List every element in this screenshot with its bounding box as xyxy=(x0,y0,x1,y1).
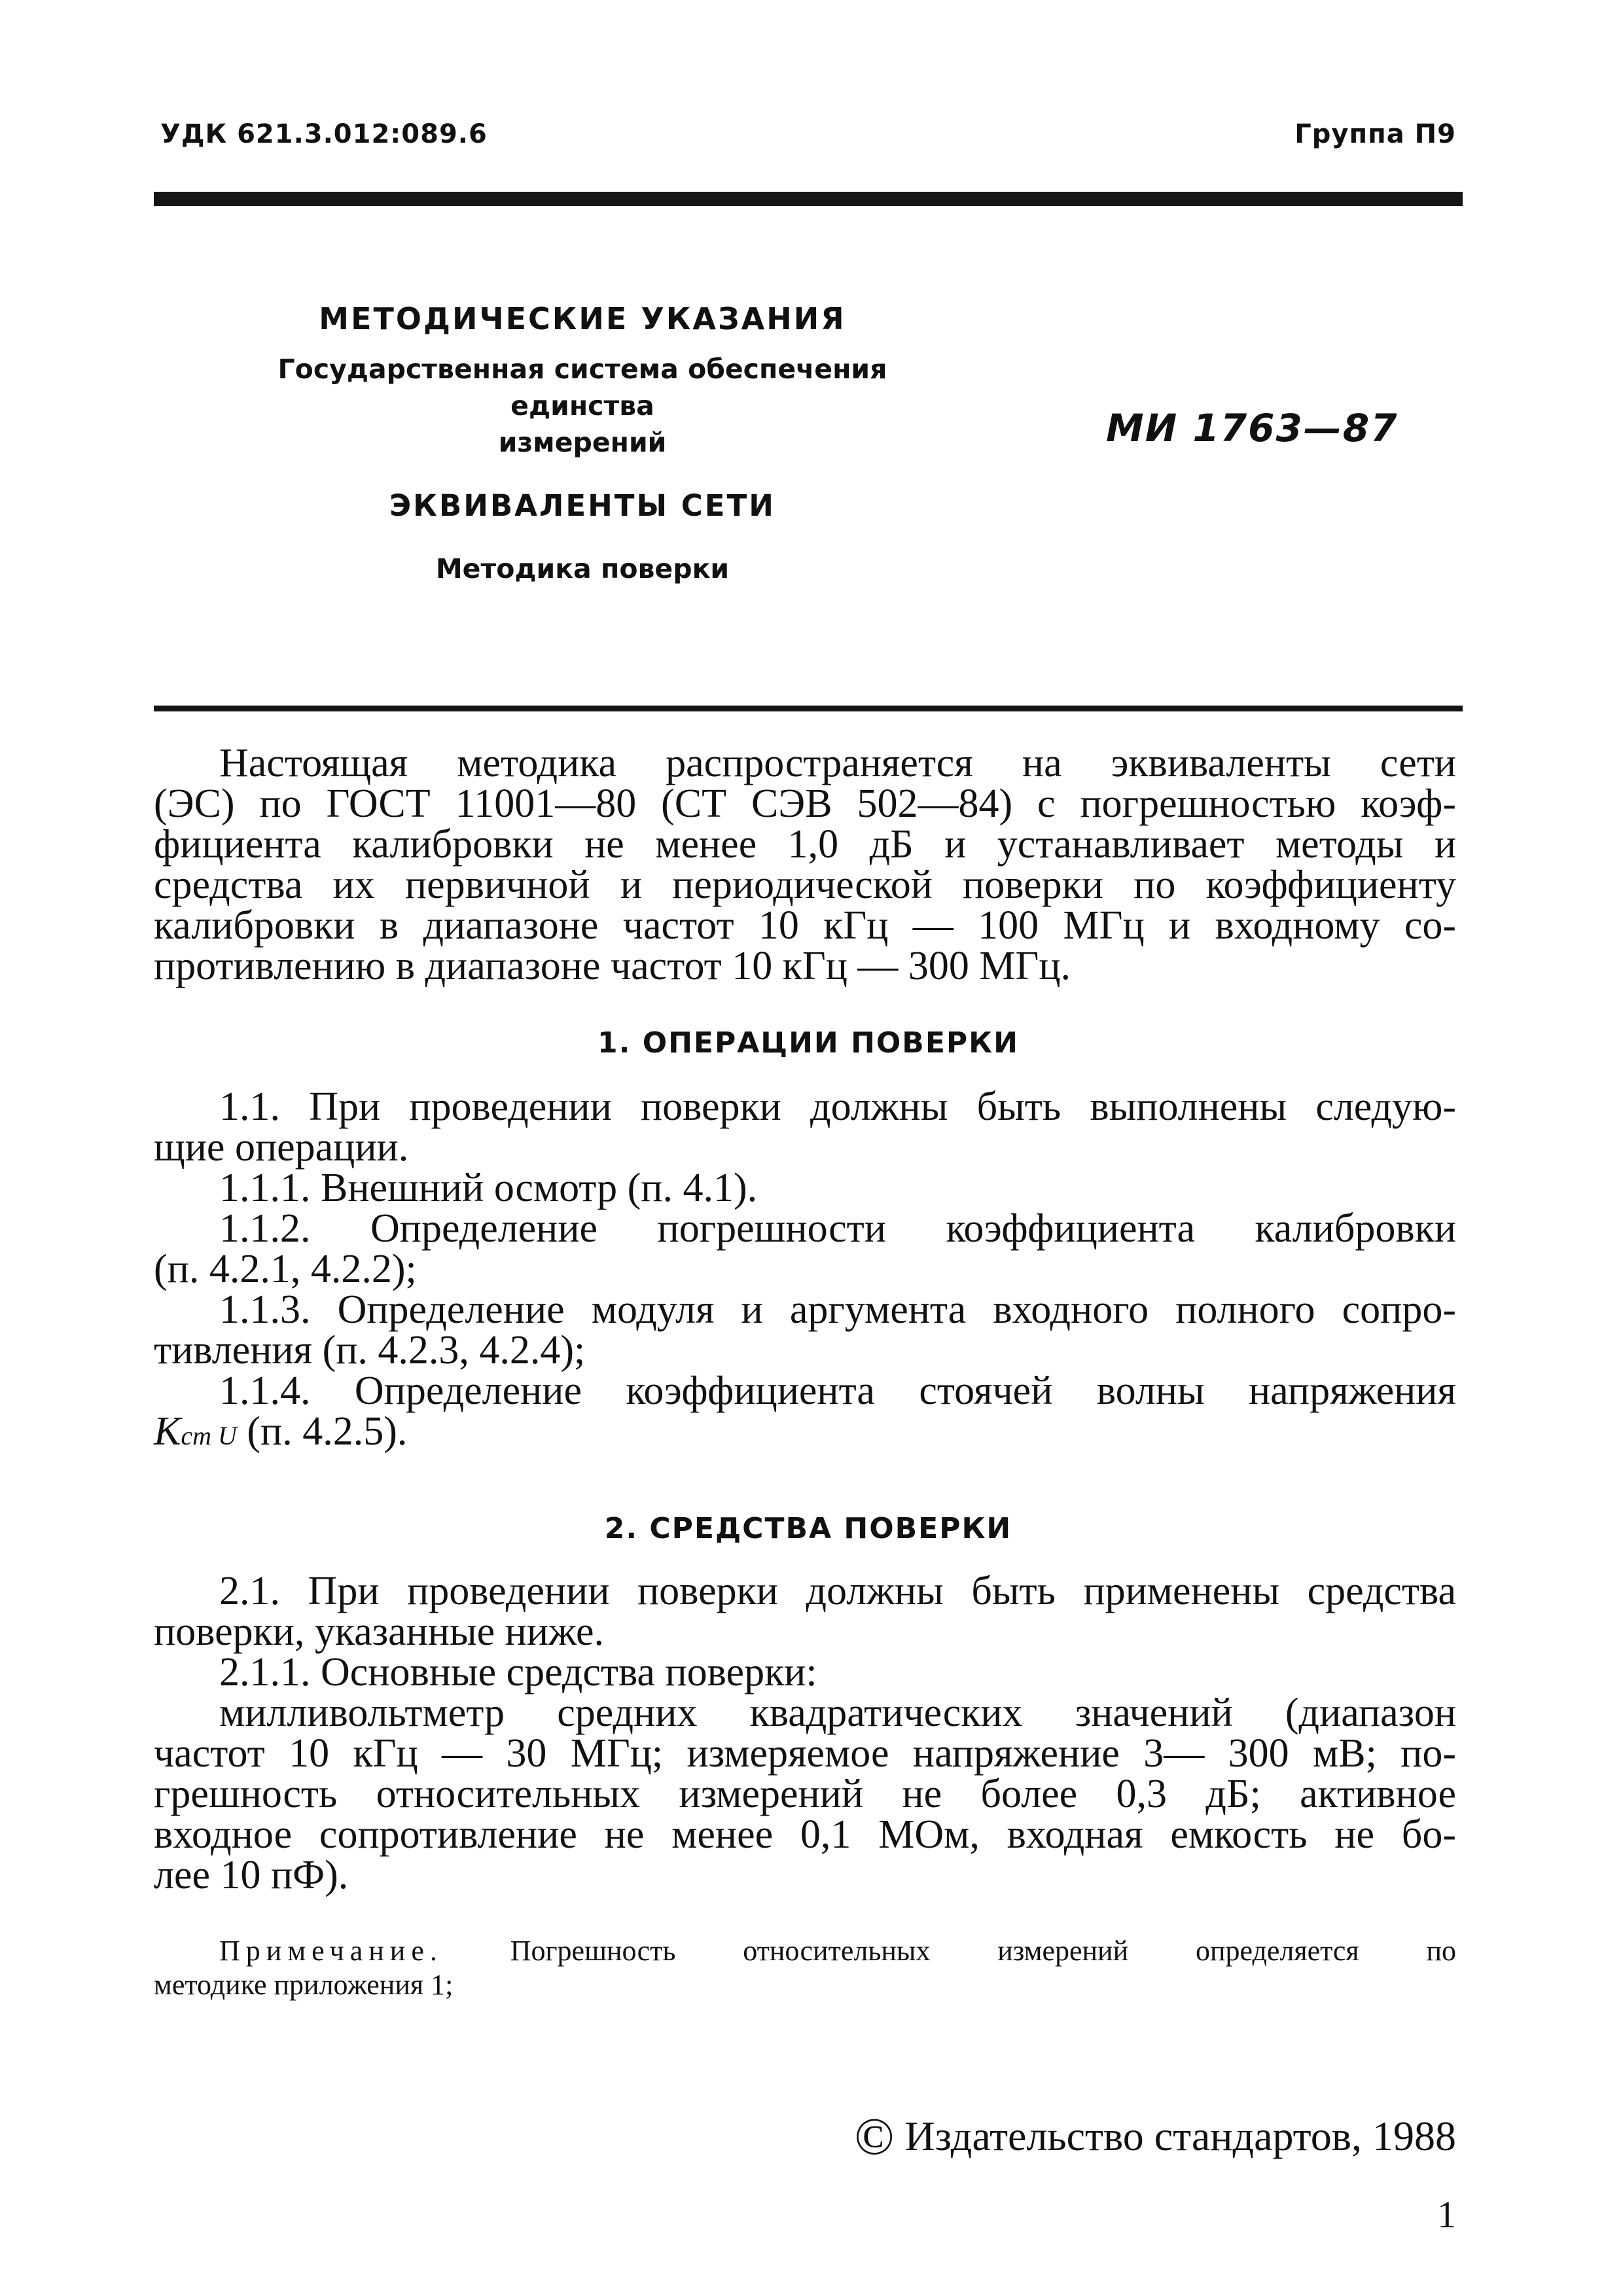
group-code: Группа П9 xyxy=(1294,119,1456,149)
note-label: Примечание. xyxy=(219,1935,443,1967)
system-name-line: измерений xyxy=(498,427,667,458)
intro-line: противлению в диапазоне частот 10 кГц — 300 МГц. xyxy=(154,944,1071,988)
equipment-line: частот 10 кГц — 30 МГц; измеряемое напряжение 3— 300 мВ; по- xyxy=(154,1731,1456,1776)
separator-rule xyxy=(154,706,1463,711)
clause-1-1-4-line: 1.1.4. Определение коэффициента стоячей волны напряжения xyxy=(219,1369,1456,1413)
kstu-subscript: ст U xyxy=(181,1421,237,1450)
equipment-line: милливольтметр средних квадратических значений (диапазон xyxy=(219,1691,1456,1735)
system-name-line: Государственная система обеспечения единства xyxy=(277,353,887,422)
section-2-body xyxy=(154,1571,1456,1895)
note-line: методике приложения 1; xyxy=(154,1969,454,2001)
intro-line: Настоящая методика распространяется на эквиваленты сети xyxy=(219,741,1456,785)
title-block xyxy=(216,301,949,584)
document-number: МИ 1763—87 xyxy=(1106,406,1399,450)
section-1-heading: 1. ОПЕРАЦИИ ПОВЕРКИ xyxy=(597,1026,1019,1060)
equipment-line: лее 10 пФ). xyxy=(154,1853,349,1897)
clause-1-1-3-line: 1.1.3. Определение модуля и аргумента входного полного сопро- xyxy=(219,1287,1456,1332)
clause-1-1-2-line: 1.1.2. Определение погрешности коэффициента калибровки xyxy=(219,1206,1456,1251)
publisher-line xyxy=(855,2108,1456,2167)
clause-2-1-line: 2.1. При проведении поверки должны быть применены средства xyxy=(219,1569,1456,1613)
intro-line: (ЭС) по ГОСТ 11001—80 (СТ СЭВ 502—84) с погрешностью коэф- xyxy=(154,781,1456,826)
kstu-symbol: K xyxy=(154,1409,181,1454)
page-number: 1 xyxy=(1437,2193,1456,2236)
intro-line: фициента калибровки не менее 1,0 дБ и устанавливает методы и xyxy=(154,822,1456,867)
clause-2-1-1: 2.1.1. Основные средства поверки: xyxy=(219,1650,817,1695)
publisher-text: Издательство стандартов, 1988 xyxy=(904,2113,1456,2159)
section-1-body xyxy=(154,1086,1456,1456)
intro-paragraph xyxy=(154,743,1456,986)
clause-1-1-3-line: тивления (п. 4.2.3, 4.2.4); xyxy=(154,1328,586,1372)
note xyxy=(154,1934,1456,2002)
system-name xyxy=(216,351,949,461)
clause-1-1-4-ref: (п. 4.2.5). xyxy=(247,1409,408,1454)
document-subtitle: Методика поверки xyxy=(435,553,730,584)
top-rule xyxy=(154,192,1463,206)
clause-1-1-2-line: (п. 4.2.1, 4.2.2); xyxy=(154,1247,417,1291)
section-2-heading: 2. СРЕДСТВА ПОВЕРКИ xyxy=(604,1512,1012,1545)
clause-1-1-4-line xyxy=(154,1411,1456,1456)
copyright-icon: © xyxy=(854,2108,895,2166)
note-line xyxy=(154,1934,1456,1968)
document-kind: МЕТОДИЧЕСКИЕ УКАЗАНИЯ xyxy=(319,301,846,336)
note-text: Погрешность относительных измерений определяется по xyxy=(510,1935,1457,1967)
intro-line: средства их первичной и периодической поверки по коэффициенту xyxy=(154,863,1456,907)
clause-1-1-1: 1.1.1. Внешний осмотр (п. 4.1). xyxy=(219,1166,758,1210)
equipment-line: входное сопротивление не менее 0,1 МОм, входная емкость не бо- xyxy=(154,1812,1456,1857)
clause-2-1-line: поверки, указанные ниже. xyxy=(154,1609,605,1654)
intro-line: калибровки в диапазоне частот 10 кГц — 100 МГц и входному со- xyxy=(154,903,1456,948)
clause-1-1-line: 1.1. При проведении поверки должны быть выполнены следую- xyxy=(219,1085,1456,1129)
udk-code: УДК 621.3.012:089.6 xyxy=(160,119,488,149)
clause-1-1-line: щие операции. xyxy=(154,1125,409,1170)
document-subject: ЭКВИВАЛЕНТЫ СЕТИ xyxy=(389,488,776,523)
equipment-line: грешность относительных измерений не более 0,3 дБ; активное xyxy=(154,1772,1456,1816)
